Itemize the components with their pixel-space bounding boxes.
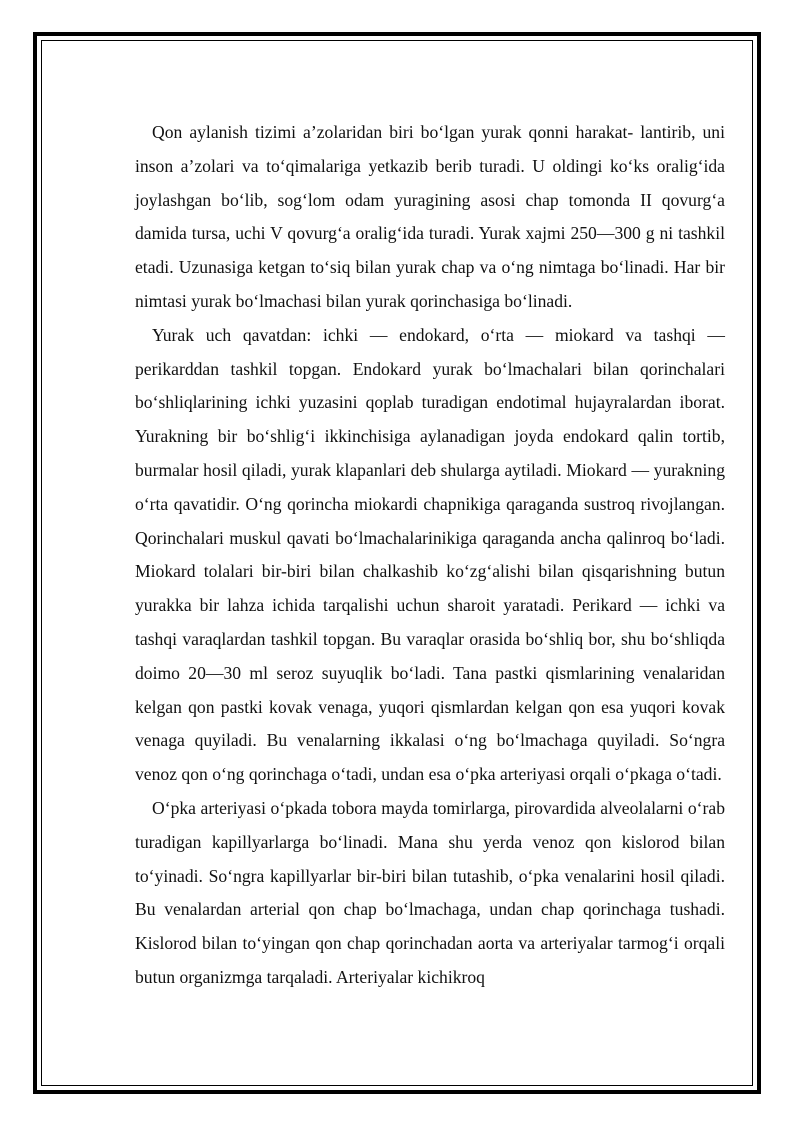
paragraph-3: O‘pka arteriyasi o‘pkada tobora mayda tomirlarga, pirovardida alveolalarni o‘rab turadigan kapillyarlarga bo‘linadi. Mana shu yerda venoz qon kislorod bilan to‘yinadi. So‘ngra kapillyarlar bir-biri bilan tutashib, o‘pka venalarini hosil qiladi. Bu venalardan arterial qon chap bo‘lmachaga, undan chap qorinchaga tushadi. Kislorod bilan to‘yingan qon chap qorinchadan aorta va arteriyalar tarmog‘i orqali butun organizmga tarqaladi. Arteriyalar kichikroq: [135, 797, 725, 987]
document-body: [135, 116, 725, 995]
paragraph-2: Yurak uch qavatdan: ichki — endokard, o‘rta — miokard va tashqi — perikarddan tashkil topgan. Endokard yurak bo‘lmachalari bilan qorinchalari bo‘shliqlarining ichki yuzasini qoplab turadigan endotimal hujayralardan iborat. Yurakning bir bo‘shlig‘i ikkinchisiga aylanadigan joyda endokard qalin tortib, burmalar hosil qiladi, yurak klapanlari deb shularga aytiladi. Miokard — yurakning o‘rta qavatidir. O‘ng qorincha miokardi chapnikiga qaraganda sustroq rivojlangan. Qorinchalari muskul qavati bo‘lmachalarinikiga qaraganda ancha qalinroq bo‘ladi. Miokard tolalari bir-biri bilan chalkashib ko‘zg‘alishi bilan qisqarishning butun yurakka bir lahza ichida tarqalishi uchun sharoit yaratadi. Perikard — ichki va tashqi varaqlardan tashkil topgan. Bu varaqlar orasida bo‘shliq bor, shu bo‘shliqda doimo 20—30 ml seroz suyuqlik bo‘ladi. Tana pastki qismlarining venalaridan kelgan qon pastki kovak venaga, yuqori qismlardan kelgan qon esa yuqori kovak venaga quyiladi. Bu venalarning ikkalasi o‘ng bo‘lmachaga quyiladi. So‘ngra venoz qon o‘ng qorinchaga o‘tadi, undan esa o‘pka arteriyasi orqali o‘pkaga o‘tadi.: [135, 324, 725, 785]
paragraph-1: Qon aylanish tizimi a’zolaridan biri bo‘lgan yurak qonni harakat- lantirib, uni inson a’zolari va to‘qimalariga yetkazib berib turadi. U oldingi ko‘ks oralig‘ida joylashgan bo‘lib, sog‘lom odam yuragining asosi chap tomonda II qovurg‘a damida tursa, uchi V qovurg‘a oralig‘ida turadi. Yurak xajmi 250—300 g ni tashkil etadi. Uzunasiga ketgan to‘siq bilan yurak chap va o‘ng nimtaga bo‘linadi. Har bir nimtasi yurak bo‘lmachasi bilan yurak qorinchasiga bo‘linadi.: [135, 122, 725, 311]
